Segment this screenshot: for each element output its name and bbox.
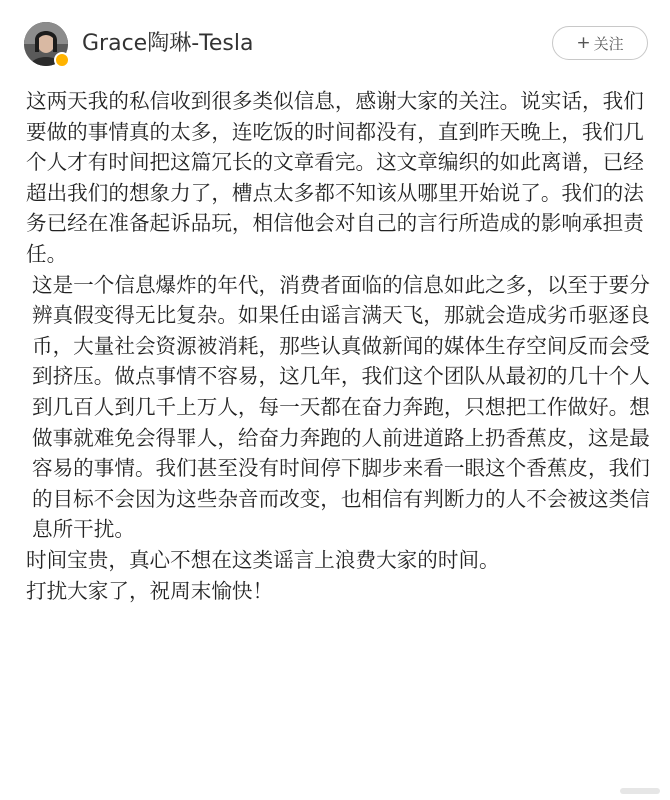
plus-icon: + (576, 33, 591, 53)
post-text (26, 86, 656, 606)
post-paragraph: 这是一个信息爆炸的年代，消费者面临的信息如此之多，以至于要分辨真假变得无比复杂。如果任由谣言满天飞，那就会造成劣币驱逐良币，大量社会资源被消耗，那些认真做新闻的媒体生存空间反而会受到挤压。做点事情不容易，这几年，我们这个团队从最初的几十个人到几百人到几千上万人，每一天都在奋力奔跑，只想把工作做好。想做事就难免会得罪人，给奋力奔跑的人前进道路上扔香蕉皮，这是最容易的事情。我们甚至没有时间停下脚步来看一眼这个香蕉皮，我们的目标不会因为这些杂音而改变，也相信有判断力的人不会被这类信息所干扰。 (32, 272, 650, 542)
username[interactable]: Grace陶琳-Tesla (82, 31, 254, 56)
post-header (0, 0, 670, 82)
follow-button[interactable] (552, 26, 648, 60)
post-paragraph: 时间宝贵，真心不想在这类谣言上浪费大家的时间。 (26, 547, 500, 572)
avatar[interactable] (24, 22, 68, 66)
post-paragraph: 打扰大家了，祝周末愉快！ (26, 578, 274, 603)
follow-label: 关注 (593, 34, 624, 53)
watermark-icon (620, 782, 660, 794)
post-paragraph: 这两天我的私信收到很多类似信息，感谢大家的关注。说实话，我们要做的事情真的太多，连吃饭的时间都没有，直到昨天晚上，我们几个人才有时间把这篇冗长的文章看完。这文章编织的如此离谱，已经超出我们的想象力了，槽点太多都不知该从哪里开始说了。我们的法务已经在准备起诉品玩，相信他会对自己的言行所造成的影响承担责任。 (26, 89, 644, 266)
verified-badge-icon (54, 52, 70, 68)
